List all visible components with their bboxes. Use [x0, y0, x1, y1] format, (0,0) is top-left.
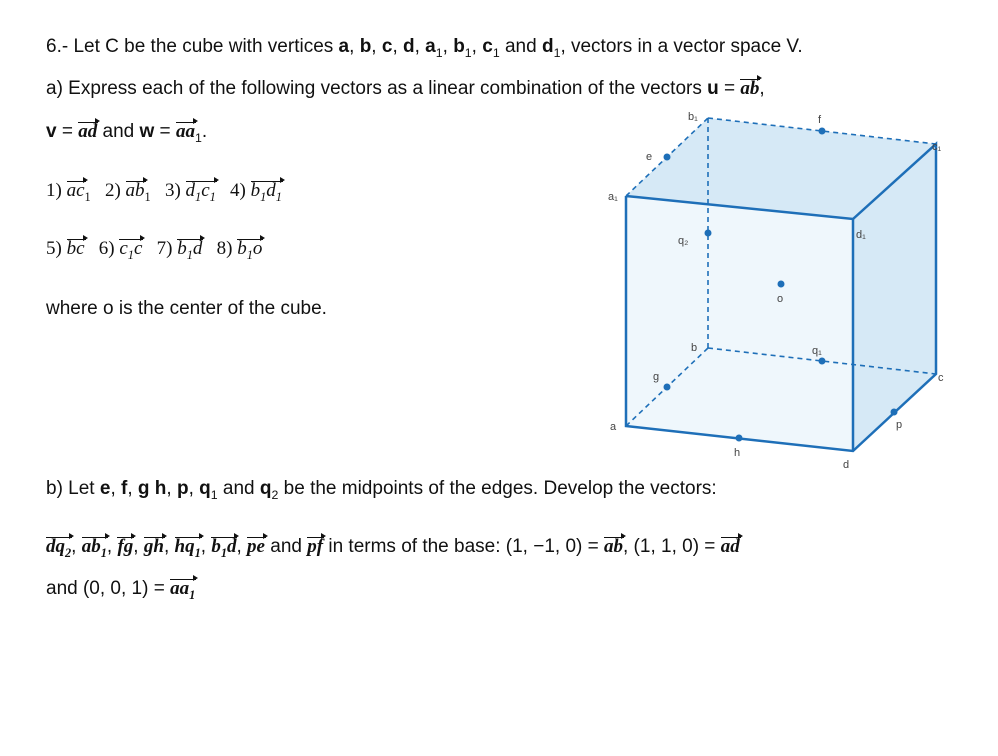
label-g: g — [653, 371, 660, 383]
label-a: a — [610, 421, 617, 433]
label-o: o — [777, 293, 784, 305]
part-b-line1: b) Let e, f, g h, p, $q_1$ and $q_2$ be the midpoints of the edges. Develop the vectors: — [46, 478, 717, 502]
label-c1: c₁ — [932, 141, 942, 153]
label-d: d — [843, 459, 850, 471]
label-c: c — [938, 372, 944, 384]
label-q1: q₁ — [812, 345, 822, 357]
label-b: b — [691, 342, 698, 354]
label-b1: b₁ — [688, 111, 698, 123]
point-h — [736, 435, 743, 442]
label-p: p — [896, 419, 903, 431]
point-f — [819, 128, 826, 135]
cube-figure — [598, 108, 948, 473]
label-f: f — [818, 114, 822, 126]
label-q2: q₂ — [678, 235, 689, 247]
label-d1: d₁ — [856, 229, 866, 241]
label-h: h — [734, 447, 741, 459]
problem-statement-line — [46, 36, 803, 60]
label-e: e — [646, 151, 653, 163]
part-a-line2: v = ad and $w = aa_1$. — [46, 121, 208, 145]
part-a-line1: a) Express each of the following vectors as a linear combination of the vectors u = ab, — [46, 78, 765, 99]
vector-list-row2: 5) bc 6) $c_1c$ 7) $b_1d$ 8) $b_1o$ — [46, 238, 263, 262]
point-q2 — [705, 230, 712, 237]
point-o — [778, 281, 785, 288]
label-a1: a₁ — [608, 191, 618, 203]
cube-front-face — [626, 196, 853, 451]
part-b-line2: $dq_2$, $ab_1$, fg, gh, $hq_1$, $b_1d$, pe and pf in terms of the base: (1, −1, 0) = ab, (1, 1, 0) = ad — [46, 536, 740, 560]
point-e — [664, 154, 671, 161]
center-note: where o is the center of the cube. — [46, 298, 327, 319]
point-p — [891, 409, 898, 416]
point-q1 — [819, 358, 826, 365]
vector-list-row1: 1) $ac_1$ 2) $ab_1$ 3) $d_1c_1$ 4) $b_1d_1$ — [46, 180, 282, 204]
problem-intro-text: 6.- Let C be the cube with vertices a, b, c, d, $a_1$, $b_1$, $c_1$ and $d_1$, vectors in a vector space V. — [46, 36, 803, 60]
point-g — [664, 384, 671, 391]
part-b-line3: and (0, 0, $1) = aa_1$ — [46, 578, 196, 602]
